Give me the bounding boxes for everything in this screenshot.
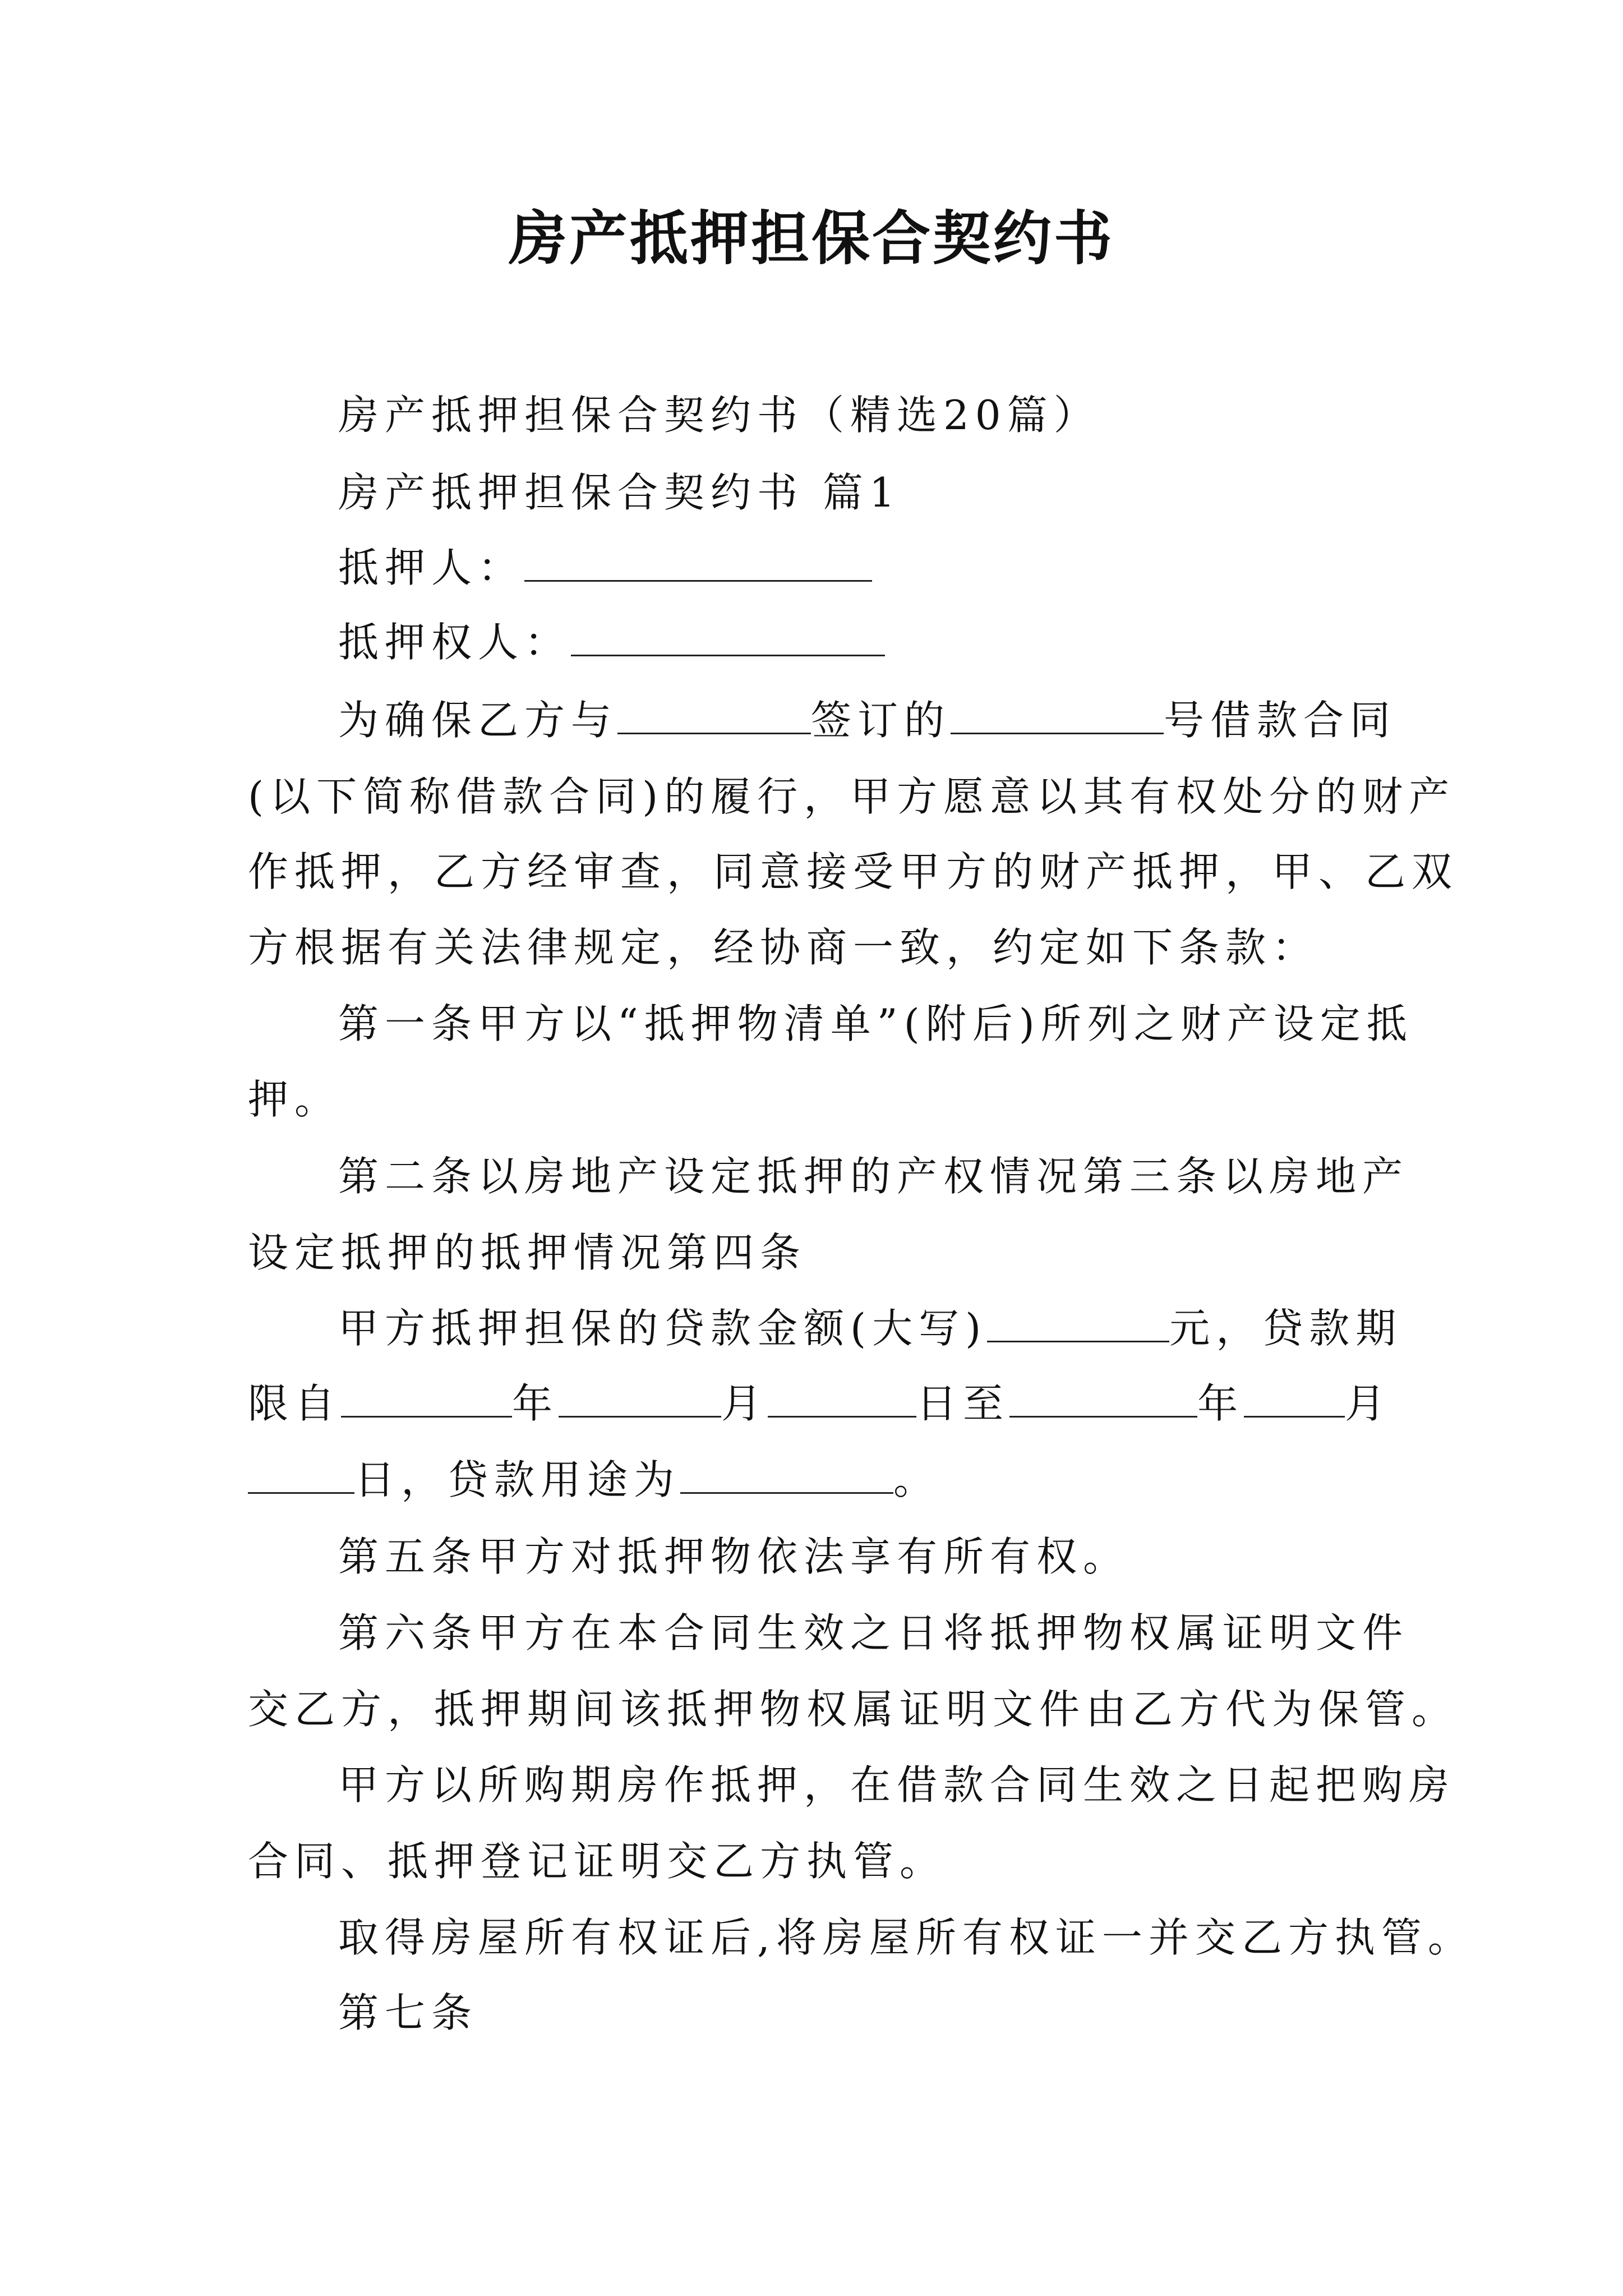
paragraph-line [248,1375,1391,1432]
text-segment: 为确保乙方与 [338,697,618,744]
paragraph-line [248,1452,940,1508]
paragraph-line: 交乙方，抵押期间该抵押物权属证明文件由乙方代为保管。 [248,1686,1459,1733]
blank-party [617,696,811,734]
paragraph-line: 设定抵押的抵押情况第四条 [248,1229,807,1276]
text-segment: 年 [512,1380,559,1427]
blank-end-day [248,1455,354,1494]
paragraph-line: 甲方以所购期房作抵押，在借款合同生效之日起把购房 [338,1761,1456,1809]
blank-amount [987,1304,1169,1342]
text-segment: 号借款合同 [1164,697,1397,744]
blank-start-day [768,1379,916,1418]
paragraph-line: 第二条以房地产设定抵押的产权情况第三条以房地产 [338,1153,1409,1200]
text-segment: 日，贷款用途为 [354,1456,681,1503]
paragraph-line: 第七条 [338,1989,478,2036]
section-heading: 房产抵押担保合契约书 篇1 [338,469,901,516]
document-title: 房产抵押担保合契约书 [508,204,1114,273]
blank-end-year [1009,1379,1197,1418]
paragraph-line [338,692,1396,748]
paragraph-line: 作抵押，乙方经审查，同意接受甲方的财产抵押，甲、乙双 [248,848,1459,895]
paragraph-line: 取得房屋所有权证后,将房屋所有权证一并交乙方执管。 [338,1914,1474,1961]
mortgagee-line [338,614,885,670]
paragraph-line: 第六条甲方在本合同生效之日将抵押物权属证明文件 [338,1609,1409,1657]
blank-purpose [680,1455,893,1494]
mortgagee-blank [571,618,885,656]
paragraph-line: 第五条甲方对抵押物依法享有所有权。 [338,1533,1130,1580]
mortgagor-blank [524,543,872,582]
blank-end-month [1244,1379,1345,1418]
text-segment: 月 [1345,1380,1392,1427]
text-segment: 日至 [916,1380,1010,1427]
text-segment: 元，贷款期 [1169,1305,1403,1352]
text-segment: 甲方抵押担保的贷款金额(大写) [338,1305,988,1352]
text-segment: 限自 [248,1380,342,1427]
mortgagee-label: 抵押权人： [338,619,571,666]
text-segment: 。 [893,1456,940,1503]
subtitle-selection: 房产抵押担保合契约书（精选20篇） [338,392,1100,439]
text-segment: 签订的 [811,697,951,744]
text-segment: 月 [721,1380,768,1427]
paragraph-line [338,1300,1402,1356]
blank-start-year [341,1379,512,1418]
text-segment: 年 [1197,1380,1244,1427]
paragraph-line: 方根据有关法律规定，经协商一致，约定如下条款： [248,924,1319,971]
blank-start-month [559,1379,721,1418]
paragraph-line: 第一条甲方以“抵押物清单”(附后)所列之财产设定抵 [338,1000,1413,1047]
blank-contract-no [951,696,1164,734]
mortgagor-label: 抵押人： [338,544,525,591]
paragraph-line: (以下简称借款合同)的履行，甲方愿意以其有权处分的财产 [248,773,1456,820]
paragraph-line: 合同、抵押登记证明交乙方执管。 [248,1838,947,1885]
mortgagor-line [338,540,872,596]
paragraph-line: 押。 [248,1076,342,1123]
